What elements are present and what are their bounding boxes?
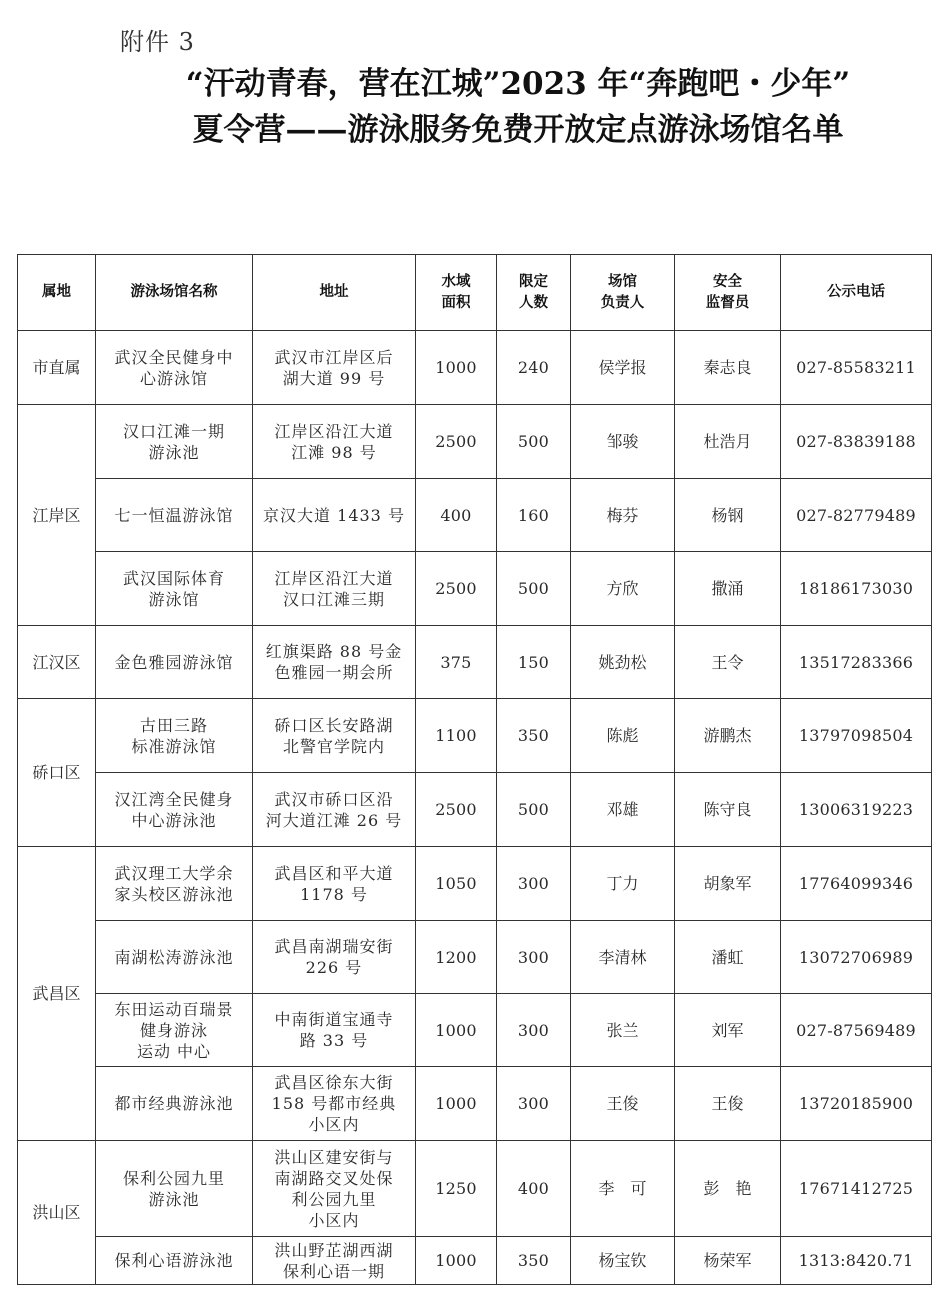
supervisor-cell: 秦志良 — [675, 331, 781, 405]
table-body — [18, 331, 932, 1285]
supervisor-cell: 游鹏杰 — [675, 699, 781, 773]
header-manager: 场馆 负责人 — [571, 255, 675, 331]
phone-cell: 17764099346 — [781, 847, 932, 921]
table-row — [18, 552, 932, 626]
document-title-line-2: 夏令营——游泳服务免费开放定点游泳场馆名单 — [192, 112, 844, 148]
address-cell: 武昌区徐东大街 158 号都市经典 小区内 — [253, 1067, 416, 1141]
venue-name-cell: 东田运动百瑞景 健身游泳 运动 中心 — [96, 994, 253, 1067]
address-cell: 武昌区和平大道 1178 号 — [253, 847, 416, 921]
phone-cell: 13517283366 — [781, 626, 932, 699]
table-row — [18, 699, 932, 773]
water-area-cell: 1000 — [416, 331, 497, 405]
supervisor-cell: 彭 艳 — [675, 1141, 781, 1237]
address-cell: 江岸区沿江大道 江滩 98 号 — [253, 405, 416, 479]
venue-name-cell: 金色雅园游泳馆 — [96, 626, 253, 699]
supervisor-cell: 王令 — [675, 626, 781, 699]
water-area-cell: 2500 — [416, 773, 497, 847]
table-row — [18, 626, 932, 699]
venue-name-cell: 汉江湾全民健身 中心游泳池 — [96, 773, 253, 847]
venue-name-cell: 七一恒温游泳馆 — [96, 479, 253, 552]
venue-name-cell: 武汉理工大学余 家头校区游泳池 — [96, 847, 253, 921]
table-row — [18, 405, 932, 479]
header-venue-name: 游泳场馆名称 — [96, 255, 253, 331]
address-cell: 武昌南湖瑞安街 226 号 — [253, 921, 416, 994]
water-area-cell: 400 — [416, 479, 497, 552]
capacity-cell: 350 — [497, 1237, 571, 1285]
supervisor-cell: 杜浩月 — [675, 405, 781, 479]
header-supervisor: 安全 监督员 — [675, 255, 781, 331]
address-cell: 中南街道宝通寺 路 33 号 — [253, 994, 416, 1067]
header-water-area: 水域 面积 — [416, 255, 497, 331]
table-row — [18, 1141, 932, 1237]
table-row — [18, 773, 932, 847]
supervisor-cell: 王俊 — [675, 1067, 781, 1141]
venue-name-cell: 都市经典游泳池 — [96, 1067, 253, 1141]
table-row — [18, 1067, 932, 1141]
capacity-cell: 300 — [497, 1067, 571, 1141]
table-row — [18, 1237, 932, 1285]
capacity-cell: 300 — [497, 921, 571, 994]
header-capacity: 限定 人数 — [497, 255, 571, 331]
phone-cell: 13720185900 — [781, 1067, 932, 1141]
address-cell: 京汉大道 1433 号 — [253, 479, 416, 552]
district-cell: 市直属 — [18, 331, 96, 405]
supervisor-cell: 刘军 — [675, 994, 781, 1067]
venue-name-cell: 保利公园九里 游泳池 — [96, 1141, 253, 1237]
district-cell: 武昌区 — [18, 847, 96, 1141]
district-cell: 江汉区 — [18, 626, 96, 699]
manager-cell: 姚劲松 — [571, 626, 675, 699]
district-cell: 硚口区 — [18, 699, 96, 847]
table-row — [18, 994, 932, 1067]
header-phone: 公示电话 — [781, 255, 932, 331]
address-cell: 硚口区长安路湖 北警官学院内 — [253, 699, 416, 773]
water-area-cell: 375 — [416, 626, 497, 699]
phone-cell: 027-83839188 — [781, 405, 932, 479]
table-row — [18, 847, 932, 921]
capacity-cell: 240 — [497, 331, 571, 405]
supervisor-cell: 杨荣军 — [675, 1237, 781, 1285]
water-area-cell: 2500 — [416, 405, 497, 479]
manager-cell: 邓雄 — [571, 773, 675, 847]
supervisor-cell: 潘虹 — [675, 921, 781, 994]
venue-name-cell: 南湖松涛游泳池 — [96, 921, 253, 994]
water-area-cell: 2500 — [416, 552, 497, 626]
supervisor-cell: 撒涌 — [675, 552, 781, 626]
supervisor-cell: 陈守良 — [675, 773, 781, 847]
phone-cell: 13072706989 — [781, 921, 932, 994]
address-cell: 武汉市江岸区后 湖大道 99 号 — [253, 331, 416, 405]
manager-cell: 方欣 — [571, 552, 675, 626]
water-area-cell: 1250 — [416, 1141, 497, 1237]
venue-name-cell: 武汉全民健身中 心游泳馆 — [96, 331, 253, 405]
phone-cell: 027-85583211 — [781, 331, 932, 405]
capacity-cell: 400 — [497, 1141, 571, 1237]
manager-cell: 张兰 — [571, 994, 675, 1067]
water-area-cell: 1100 — [416, 699, 497, 773]
phone-cell: 027-82779489 — [781, 479, 932, 552]
manager-cell: 王俊 — [571, 1067, 675, 1141]
capacity-cell: 500 — [497, 552, 571, 626]
manager-cell: 李 可 — [571, 1141, 675, 1237]
phone-cell: 17671412725 — [781, 1141, 932, 1237]
table-header-row — [18, 255, 932, 331]
swimming-venue-table — [17, 254, 932, 1285]
capacity-cell: 350 — [497, 699, 571, 773]
attachment-label: 附件 3 — [120, 28, 195, 56]
address-cell: 武汉市硚口区沿 河大道江滩 26 号 — [253, 773, 416, 847]
address-cell: 洪山野芷湖西湖 保利心语一期 — [253, 1237, 416, 1285]
manager-cell: 邹骏 — [571, 405, 675, 479]
water-area-cell: 1000 — [416, 994, 497, 1067]
table-row — [18, 479, 932, 552]
table-row — [18, 921, 932, 994]
manager-cell: 梅芬 — [571, 479, 675, 552]
phone-cell: 13006319223 — [781, 773, 932, 847]
phone-cell: 18186173030 — [781, 552, 932, 626]
capacity-cell: 500 — [497, 773, 571, 847]
manager-cell: 丁力 — [571, 847, 675, 921]
header-district: 属地 — [18, 255, 96, 331]
manager-cell: 侯学报 — [571, 331, 675, 405]
address-cell: 红旗渠路 88 号金 色雅园一期会所 — [253, 626, 416, 699]
venue-name-cell: 保利心语游泳池 — [96, 1237, 253, 1285]
capacity-cell: 300 — [497, 847, 571, 921]
venue-name-cell: 武汉国际体育 游泳馆 — [96, 552, 253, 626]
supervisor-cell: 胡象军 — [675, 847, 781, 921]
phone-cell: 027-87569489 — [781, 994, 932, 1067]
capacity-cell: 160 — [497, 479, 571, 552]
document-title-line-1: “汗动青春，营在江城”2023 年“奔跑吧・少年” — [185, 66, 851, 102]
manager-cell: 杨宝钦 — [571, 1237, 675, 1285]
address-cell: 洪山区建安街与 南湖路交叉处保 利公园九里 小区内 — [253, 1141, 416, 1237]
supervisor-cell: 杨钢 — [675, 479, 781, 552]
phone-cell: 13797098504 — [781, 699, 932, 773]
venue-name-cell: 古田三路 标准游泳馆 — [96, 699, 253, 773]
capacity-cell: 150 — [497, 626, 571, 699]
capacity-cell: 500 — [497, 405, 571, 479]
water-area-cell: 1000 — [416, 1067, 497, 1141]
address-cell: 江岸区沿江大道 汉口江滩三期 — [253, 552, 416, 626]
water-area-cell: 1050 — [416, 847, 497, 921]
capacity-cell: 300 — [497, 994, 571, 1067]
header-address: 地址 — [253, 255, 416, 331]
water-area-cell: 1000 — [416, 1237, 497, 1285]
manager-cell: 李清林 — [571, 921, 675, 994]
venue-name-cell: 汉口江滩一期 游泳池 — [96, 405, 253, 479]
manager-cell: 陈彪 — [571, 699, 675, 773]
district-cell: 江岸区 — [18, 405, 96, 626]
phone-cell: 1313:8420.71 — [781, 1237, 932, 1285]
table-row — [18, 331, 932, 405]
water-area-cell: 1200 — [416, 921, 497, 994]
district-cell: 洪山区 — [18, 1141, 96, 1285]
